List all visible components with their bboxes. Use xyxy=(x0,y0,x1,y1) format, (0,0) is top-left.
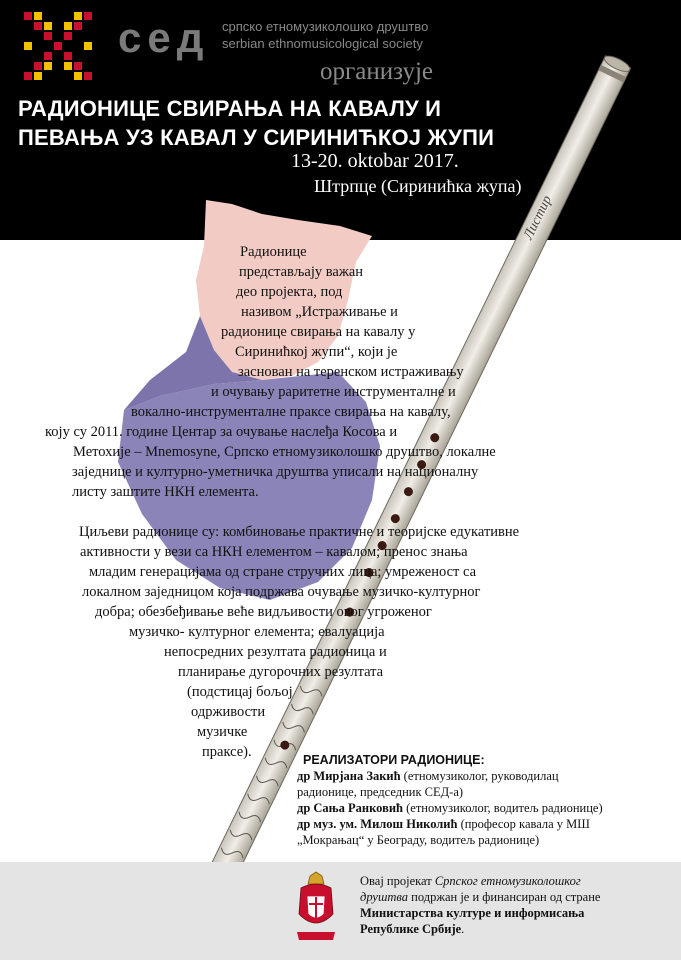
realizer-3-role: (професор кавала у МШ xyxy=(457,817,590,831)
intro-line: називом „Истраживање и xyxy=(241,304,398,320)
intro-line: Сиринићкој жупи“, који је xyxy=(235,344,398,360)
realizer-3-role-cont: „Мокрањац“ у Београду, водитељ радионице) xyxy=(297,833,540,847)
funding-ministry-cont: Републике Србије xyxy=(360,922,462,936)
realizer-2-name: др Сања Ранковић xyxy=(297,801,403,815)
realizers-heading: РЕАЛИЗАТОРИ РАДИОНИЦЕ: xyxy=(303,753,485,767)
realizer-1 xyxy=(297,768,603,784)
funding-line-4 xyxy=(360,921,600,937)
funding-line-1 xyxy=(360,873,600,889)
title-line-2: ПЕВАЊА УЗ КАВАЛ У СИРИНИЋКОЈ ЖУПИ xyxy=(18,125,495,150)
funding-text: подржан је и финансиран од стране xyxy=(408,890,601,904)
intro-line: заједнице и културно-уметничка друштва уписали на националну xyxy=(72,464,479,480)
goals-line: одрживости xyxy=(191,704,266,720)
realizer-2 xyxy=(297,800,603,816)
logo-wordmark: сед xyxy=(118,14,210,61)
flute-engraving: Листир xyxy=(521,193,556,243)
intro-line: вокално-инструменталне праксе свирања на кавалу, xyxy=(131,404,451,420)
funding-society-name-cont: друштва xyxy=(360,890,409,904)
goals-line: Циљеви радионице су: комбиновање практичне и теоријске едукативне xyxy=(79,524,520,540)
serbia-coat-of-arms-icon xyxy=(295,870,337,942)
goals-line: музичко- културног елемента; евалуација xyxy=(129,624,385,640)
organizes-label: организује xyxy=(320,58,434,85)
goals-line: добра; обезбеђивање веће видљивости овог угроженог xyxy=(95,604,432,620)
society-name-cyrillic: српско етномузиколошко друштво xyxy=(222,19,429,34)
intro-line: коју су 2011. године Центар за очување наслеђа Косова и xyxy=(45,424,398,440)
funding-note xyxy=(360,873,600,937)
intro-line: део пројекта, под xyxy=(236,284,343,300)
funding-line-2 xyxy=(360,889,600,905)
goals-line: праксе). xyxy=(202,744,252,760)
goals-line: музичке xyxy=(197,724,248,740)
goals-line: непосредних резултата радионица и xyxy=(164,644,387,660)
event-date: 13-20. oktobar 2017. xyxy=(291,150,459,172)
intro-line: представљају важан xyxy=(239,264,364,280)
funding-society-name: Српског етномузиколошког xyxy=(434,874,581,888)
funding-ministry: Министарства културе и информисања xyxy=(360,906,585,920)
goals-line: младим генерацијама од стране стручних лица; умреженост са xyxy=(89,564,477,580)
intro-line: заснован на теренском истраживању xyxy=(238,364,464,380)
goals-line: локалном заједницом која подржава очување музичко-културног xyxy=(82,584,481,600)
goals-line: планирање дугорочних резултата xyxy=(178,664,384,680)
realizers-section xyxy=(297,752,603,848)
intro-line: и очувању раритетне инструменталне и xyxy=(211,384,456,400)
society-name-latin: serbian ethnomusicological society xyxy=(222,36,423,51)
realizer-3-name: др муз. ум. Милош Николић xyxy=(297,817,458,831)
event-place: Штрпце (Сиринићка жупа) xyxy=(314,176,522,196)
intro-line: Радионице xyxy=(240,244,307,260)
title-line-1: РАДИОНИЦЕ СВИРАЊА НА КАВАЛУ И xyxy=(18,96,442,121)
realizer-1-name: др Мирјана Закић xyxy=(297,769,401,783)
funding-period: . xyxy=(461,922,465,936)
realizer-3 xyxy=(297,816,603,832)
funding-text: Овај пројекат xyxy=(360,874,435,888)
intro-line: радионице свирања на кавалу у xyxy=(221,324,416,340)
realizer-1-role-cont: радионице, председник СЕД-а) xyxy=(297,785,464,799)
intro-line: Метохије – Mnemosyne, Српско етномузиколошко друштво, локалне xyxy=(73,444,496,460)
goals-line: активности у вези са НКН елементом – кавалом; пренос знања xyxy=(80,544,468,560)
intro-line: листу заштите НКН елемента. xyxy=(72,484,259,500)
funding-line-3 xyxy=(360,905,600,921)
realizer-1-role: (етномузиколог, руководилац xyxy=(400,769,559,783)
realizer-2-role: (етномузиколог, водитељ радионице) xyxy=(402,801,603,815)
goals-line: (подстицај бољој xyxy=(187,684,293,700)
